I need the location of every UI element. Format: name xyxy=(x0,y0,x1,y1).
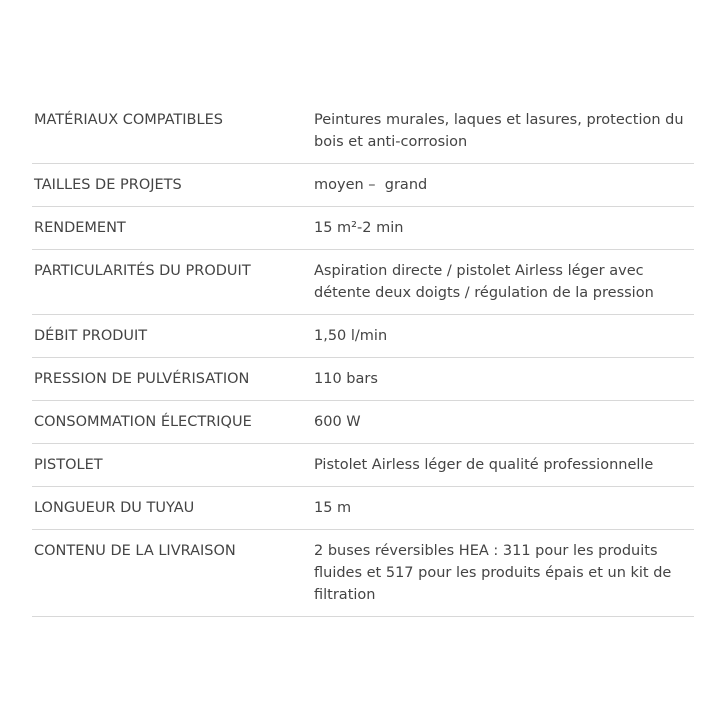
spec-value: Peintures murales, laques et lasures, protection du bois et anti-corrosion xyxy=(314,99,694,164)
spec-row-longueur xyxy=(32,487,694,530)
spec-label: TAILLES DE PROJETS xyxy=(32,164,314,207)
spec-row-rendement xyxy=(32,207,694,250)
spec-label: MATÉRIAUX COMPATIBLES xyxy=(32,99,314,164)
spec-row-consommation xyxy=(32,401,694,444)
spec-value: 1,50 l/min xyxy=(314,315,694,358)
spec-value: 15 m xyxy=(314,487,694,530)
spec-label: CONTENU DE LA LIVRAISON xyxy=(32,530,314,617)
spec-label: PRESSION DE PULVÉRISATION xyxy=(32,358,314,401)
spec-row-debit xyxy=(32,315,694,358)
spec-row-particularites xyxy=(32,250,694,315)
spec-label: PARTICULARITÉS DU PRODUIT xyxy=(32,250,314,315)
spec-row-pistolet xyxy=(32,444,694,487)
spec-row-pression xyxy=(32,358,694,401)
spec-row-materiaux xyxy=(32,99,694,164)
spec-value: Pistolet Airless léger de qualité professionnelle xyxy=(314,444,694,487)
spec-value: 15 m²-2 min xyxy=(314,207,694,250)
spec-label: RENDEMENT xyxy=(32,207,314,250)
spec-label: LONGUEUR DU TUYAU xyxy=(32,487,314,530)
specifications-table xyxy=(32,99,694,617)
spec-label: CONSOMMATION ÉLECTRIQUE xyxy=(32,401,314,444)
spec-label: PISTOLET xyxy=(32,444,314,487)
spec-value: 110 bars xyxy=(314,358,694,401)
spec-label: DÉBIT PRODUIT xyxy=(32,315,314,358)
spec-row-contenu xyxy=(32,530,694,617)
spec-row-tailles xyxy=(32,164,694,207)
spec-value: moyen – grand xyxy=(314,164,694,207)
spec-value: 2 buses réversibles HEA : 311 pour les produits fluides et 517 pour les produits épais et un kit de filtration xyxy=(314,530,694,617)
spec-value: Aspiration directe / pistolet Airless léger avec détente deux doigts / régulation de la pression xyxy=(314,250,694,315)
spec-value: 600 W xyxy=(314,401,694,444)
